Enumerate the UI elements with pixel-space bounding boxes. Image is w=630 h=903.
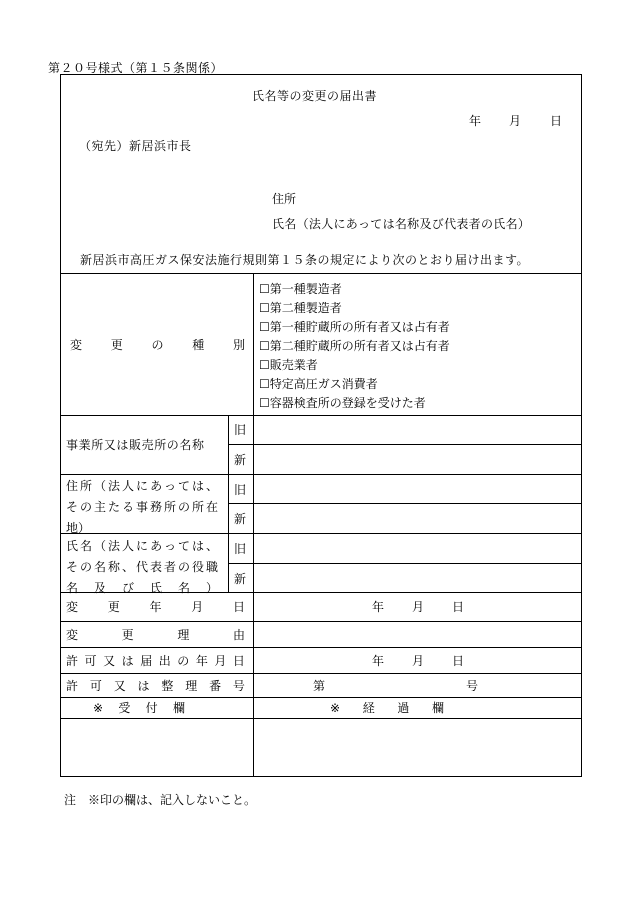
permit-date-year: 年 — [372, 654, 385, 668]
rule-addr-mid — [228, 503, 582, 504]
business-name-label: 事業所又は販売所の名称 — [66, 438, 205, 452]
change-type-option-label: 販売業者 — [269, 358, 318, 372]
change-type-option-label: 容器検査所の登録を受けた者 — [269, 396, 426, 410]
checkbox-icon[interactable]: ☐ — [259, 301, 270, 315]
date-month-label: 月 — [509, 114, 522, 128]
change-reason-label: 変 更 理 由 — [66, 628, 245, 642]
rule-biz-mid — [228, 444, 582, 445]
checkbox-icon[interactable]: ☐ — [259, 282, 270, 296]
checkbox-icon[interactable]: ☐ — [259, 377, 270, 391]
permit-number-prefix: 第 — [313, 679, 326, 693]
rule-permitdate-bottom — [60, 673, 582, 674]
change-type-label: 変 更 の 種 別 — [70, 338, 245, 352]
date-day-label: 日 — [550, 114, 563, 128]
change-type-option — [259, 320, 450, 334]
declaration-text: 新居浜市高圧ガス保安法施行規則第１５条の規定により次のとおり届け出ます。 — [80, 253, 530, 267]
change-type-option — [259, 301, 342, 315]
name-old-label: 旧 — [234, 542, 247, 556]
addr-new-label: 新 — [234, 512, 247, 526]
permit-date-day: 日 — [452, 654, 465, 668]
change-type-option — [259, 396, 426, 410]
change-type-option-label: 特定高圧ガス消費者 — [269, 377, 378, 391]
form-frame — [60, 74, 582, 777]
checkbox-icon[interactable]: ☐ — [259, 339, 270, 353]
permit-date-month: 月 — [412, 654, 425, 668]
form-number: 第２０号様式（第１５条関係） — [48, 61, 224, 75]
biz-old-label: 旧 — [234, 423, 247, 437]
addr-old-label: 旧 — [234, 483, 247, 497]
change-date-label: 変 更 年 月 日 — [66, 600, 245, 614]
progress-header: ※ 経 過 欄 — [330, 701, 444, 715]
applicant-address-label: 住所 — [272, 192, 297, 206]
rule-header-bottom — [60, 273, 582, 274]
rule-recv-header-bottom — [60, 718, 582, 719]
rule-oldnew-divider — [228, 415, 229, 592]
change-type-option — [259, 282, 342, 296]
change-type-option-label: 第二種貯蔵所の所有者又は占有者 — [269, 339, 450, 353]
checkbox-icon[interactable]: ☐ — [259, 358, 270, 372]
change-type-option — [259, 339, 450, 353]
form-title: 氏名等の変更の届出書 — [252, 89, 378, 103]
rule-biz-bottom — [60, 474, 582, 475]
date-year-label: 年 — [469, 114, 482, 128]
permit-number-suffix: 号 — [466, 679, 479, 693]
change-type-option-label: 第一種製造者 — [269, 282, 342, 296]
rule-name-mid — [228, 563, 582, 564]
change-date-month: 月 — [412, 600, 425, 614]
rule-reason-bottom — [60, 647, 582, 648]
addressee: （宛先）新居浜市長 — [79, 139, 192, 153]
permit-number-label: 許 可 又 は 整 理 番 号 — [66, 679, 245, 693]
rule-type-bottom — [60, 415, 582, 416]
rule-permitno-bottom — [60, 697, 582, 698]
name-new-label: 新 — [234, 572, 247, 586]
biz-new-label: 新 — [234, 453, 247, 467]
applicant-name-label: 氏名（法人にあっては名称及び代表者の氏名） — [272, 217, 531, 231]
footer-note: 注 ※印の欄は、記入しないこと。 — [64, 793, 257, 807]
name-label: 氏名（法人にあっては、 その名称、代表者の役職 名及び氏名） — [66, 539, 218, 595]
change-type-option-label: 第二種製造者 — [269, 301, 342, 315]
change-date-year: 年 — [372, 600, 385, 614]
reception-header: ※ 受 付 欄 — [93, 701, 185, 715]
change-type-option — [259, 377, 378, 391]
permit-date-label: 許 可 又 は 届 出 の 年 月 日 — [66, 654, 245, 668]
rule-date-bottom — [60, 621, 582, 622]
change-type-option-label: 第一種貯蔵所の所有者又は占有者 — [269, 320, 450, 334]
change-type-option — [259, 358, 318, 372]
checkbox-icon[interactable]: ☐ — [259, 396, 270, 410]
checkbox-icon[interactable]: ☐ — [259, 320, 270, 334]
change-date-day: 日 — [452, 600, 465, 614]
rule-main-divider — [253, 273, 254, 777]
address-label: 住所（法人にあっては、 その主たる事務所の所在 地） — [66, 479, 218, 535]
